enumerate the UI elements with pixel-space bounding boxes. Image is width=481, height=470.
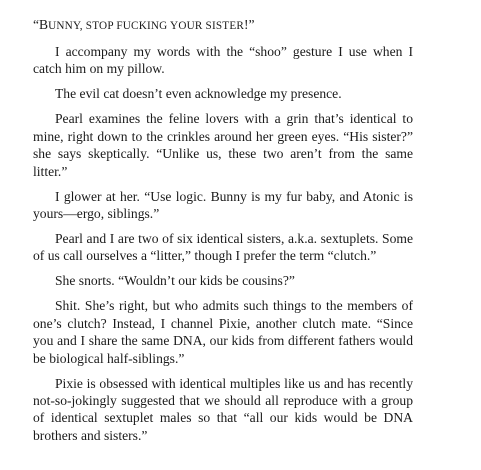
paragraph-1: I accompany my words with the “shoo” gesture I use when I catch him on my pillow.	[33, 44, 413, 77]
opening-capital: B	[39, 17, 49, 32]
paragraph-2: The evil cat doesn’t even acknowledge my presence.	[55, 86, 342, 102]
opening-line	[33, 16, 413, 35]
paragraph-4: I glower at her. “Use logic. Bunny is my fur baby, and Atonic is yours—ergo, siblings.”	[33, 188, 413, 222]
opening-end: !”	[244, 17, 255, 32]
paragraph-8: Pixie is obsessed with identical multiples like us and has recently not-so-jokingly suggested that we should all reproduce with a group of identical sextuplet males so that “all our kids would be DNA brothers and sisters.”	[33, 375, 413, 443]
opening-small-caps: UNNY, STOP FUCKING YOUR SISTER	[48, 20, 245, 32]
paragraph-5: Pearl and I are two of six identical sisters, a.k.a. sextuplets. Some of us call ourselves a “litter,” though I prefer the term “clutch.”	[33, 231, 413, 264]
book-page	[33, 16, 413, 452]
paragraph-7: Shit. She’s right, but who admits such things to the members of one’s clutch? Instead, I channel Pixie, another clutch mate. “Since you and I share the same DNA, our kids from different fathers would be biological half-siblings.”	[33, 298, 413, 366]
opening-quote: “	[33, 17, 40, 32]
paragraph-6: She snorts. “Wouldn’t our kids be cousins?”	[55, 273, 295, 289]
paragraph-3: Pearl examines the feline lovers with a grin that’s identical to mine, right down to the crinkles around her green eyes. “His sister?” she says skeptically. “Unlike us, these two aren’t from the same litter.”	[33, 111, 413, 179]
